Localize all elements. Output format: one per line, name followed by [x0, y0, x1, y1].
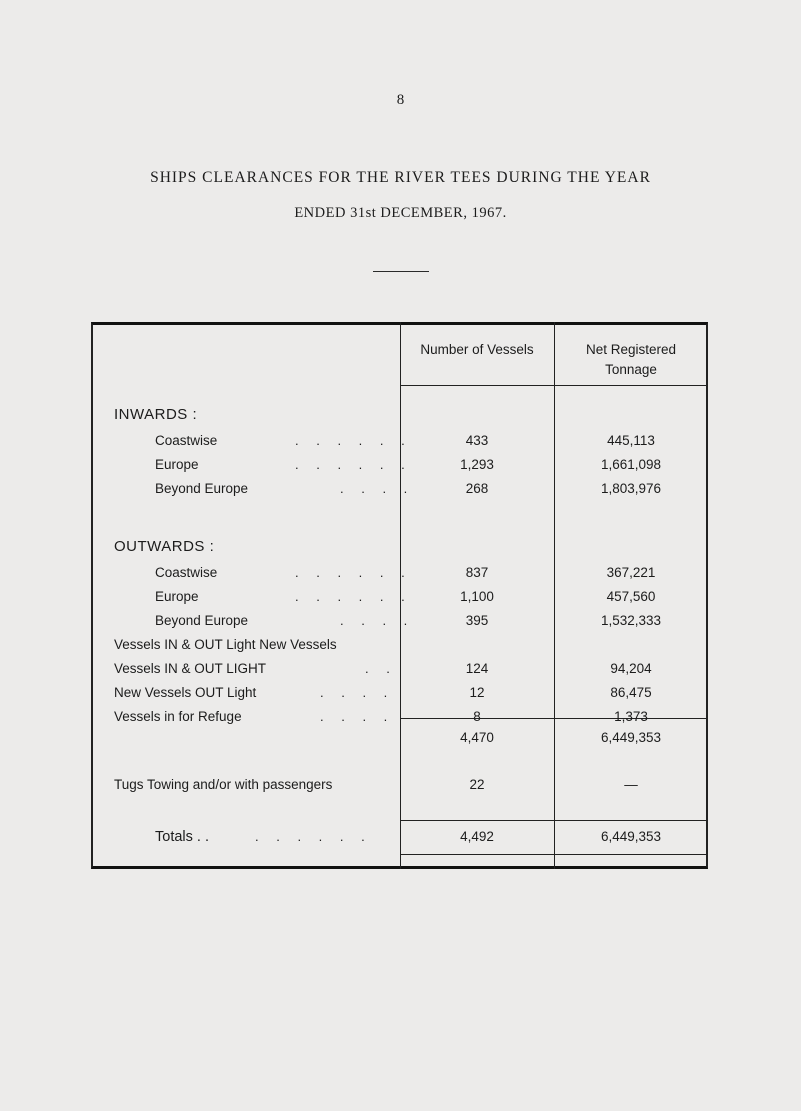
leader-dots: . . . . . . — [255, 829, 372, 844]
tonnage-value: 445,113 — [607, 433, 655, 448]
tonnage-value: 1,661,098 — [600, 457, 662, 472]
vessels-value: 433 — [465, 433, 489, 448]
totals-rule-bottom — [400, 854, 708, 855]
vessels-value: 837 — [465, 565, 489, 580]
row-label: Vessels IN & OUT LIGHT — [114, 661, 267, 676]
row-label: Europe — [155, 457, 199, 472]
tonnage-value: 367,221 — [606, 565, 656, 580]
page-subtitle: ENDED 31st DECEMBER, 1967. — [294, 205, 507, 221]
vessels-value: 1,100 — [460, 589, 494, 604]
totals-vessels: 4,492 — [460, 829, 494, 844]
row-label: New Vessels OUT Light — [114, 685, 257, 700]
row-label: Beyond Europe — [155, 613, 249, 628]
leader-dots: . . . . — [340, 481, 415, 496]
header-underline — [400, 385, 708, 386]
row-label: Coastwise — [155, 433, 218, 448]
leader-dots: . . . . . . — [295, 589, 412, 604]
subtotal-tonnage: 6,449,353 — [600, 730, 662, 745]
header-net-registered-line2: Tonnage — [605, 362, 657, 377]
title-divider — [373, 271, 429, 272]
header-net-registered-line1: Net Registered — [585, 342, 677, 357]
section-heading-inwards: INWARDS : — [114, 406, 198, 423]
leader-dots: . . . . — [340, 613, 415, 628]
leader-dots: . . . . — [320, 709, 395, 724]
leader-dots: . . . . — [320, 685, 395, 700]
column-divider-2 — [554, 322, 555, 869]
vessels-value: 1,293 — [460, 457, 494, 472]
section-heading-light-new-vessels: Vessels IN & OUT Light New Vessels — [114, 637, 337, 652]
tonnage-value: 1,532,333 — [600, 613, 662, 628]
section-heading-outwards: OUTWARDS : — [114, 538, 215, 555]
vessels-value: 12 — [469, 685, 485, 700]
tonnage-value: 86,475 — [610, 685, 652, 700]
vessels-value: 268 — [465, 481, 489, 496]
tugs-vessels: 22 — [469, 777, 485, 792]
leader-dots: . . . . . . — [295, 457, 412, 472]
row-label: Europe — [155, 589, 199, 604]
tonnage-value: 1,373 — [614, 709, 648, 724]
totals-tonnage: 6,449,353 — [600, 829, 662, 844]
totals-label: Totals . . — [155, 829, 209, 845]
row-label: Vessels in for Refuge — [114, 709, 242, 724]
tonnage-value: 457,560 — [606, 589, 656, 604]
header-number-of-vessels: Number of Vessels — [420, 342, 534, 357]
subtotal-vessels: 4,470 — [460, 730, 494, 745]
tonnage-value: 1,803,976 — [600, 481, 662, 496]
vessels-value: 395 — [465, 613, 489, 628]
leader-dots: . . . . . . — [295, 433, 412, 448]
page-number: 8 — [396, 92, 405, 108]
vessels-value: 124 — [465, 661, 489, 676]
page-title: SHIPS CLEARANCES FOR THE RIVER TEES DURING THE YEAR — [150, 169, 651, 186]
leader-dots: . . — [365, 661, 397, 676]
tugs-label: Tugs Towing and/or with passengers — [114, 777, 333, 792]
tonnage-value: 94,204 — [610, 661, 652, 676]
leader-dots: . . . . . . — [295, 565, 412, 580]
row-label: Coastwise — [155, 565, 218, 580]
totals-rule-top — [400, 820, 708, 821]
tugs-tonnage: — — [624, 777, 638, 792]
vessels-value: 8 — [473, 709, 481, 724]
row-label: Beyond Europe — [155, 481, 249, 496]
